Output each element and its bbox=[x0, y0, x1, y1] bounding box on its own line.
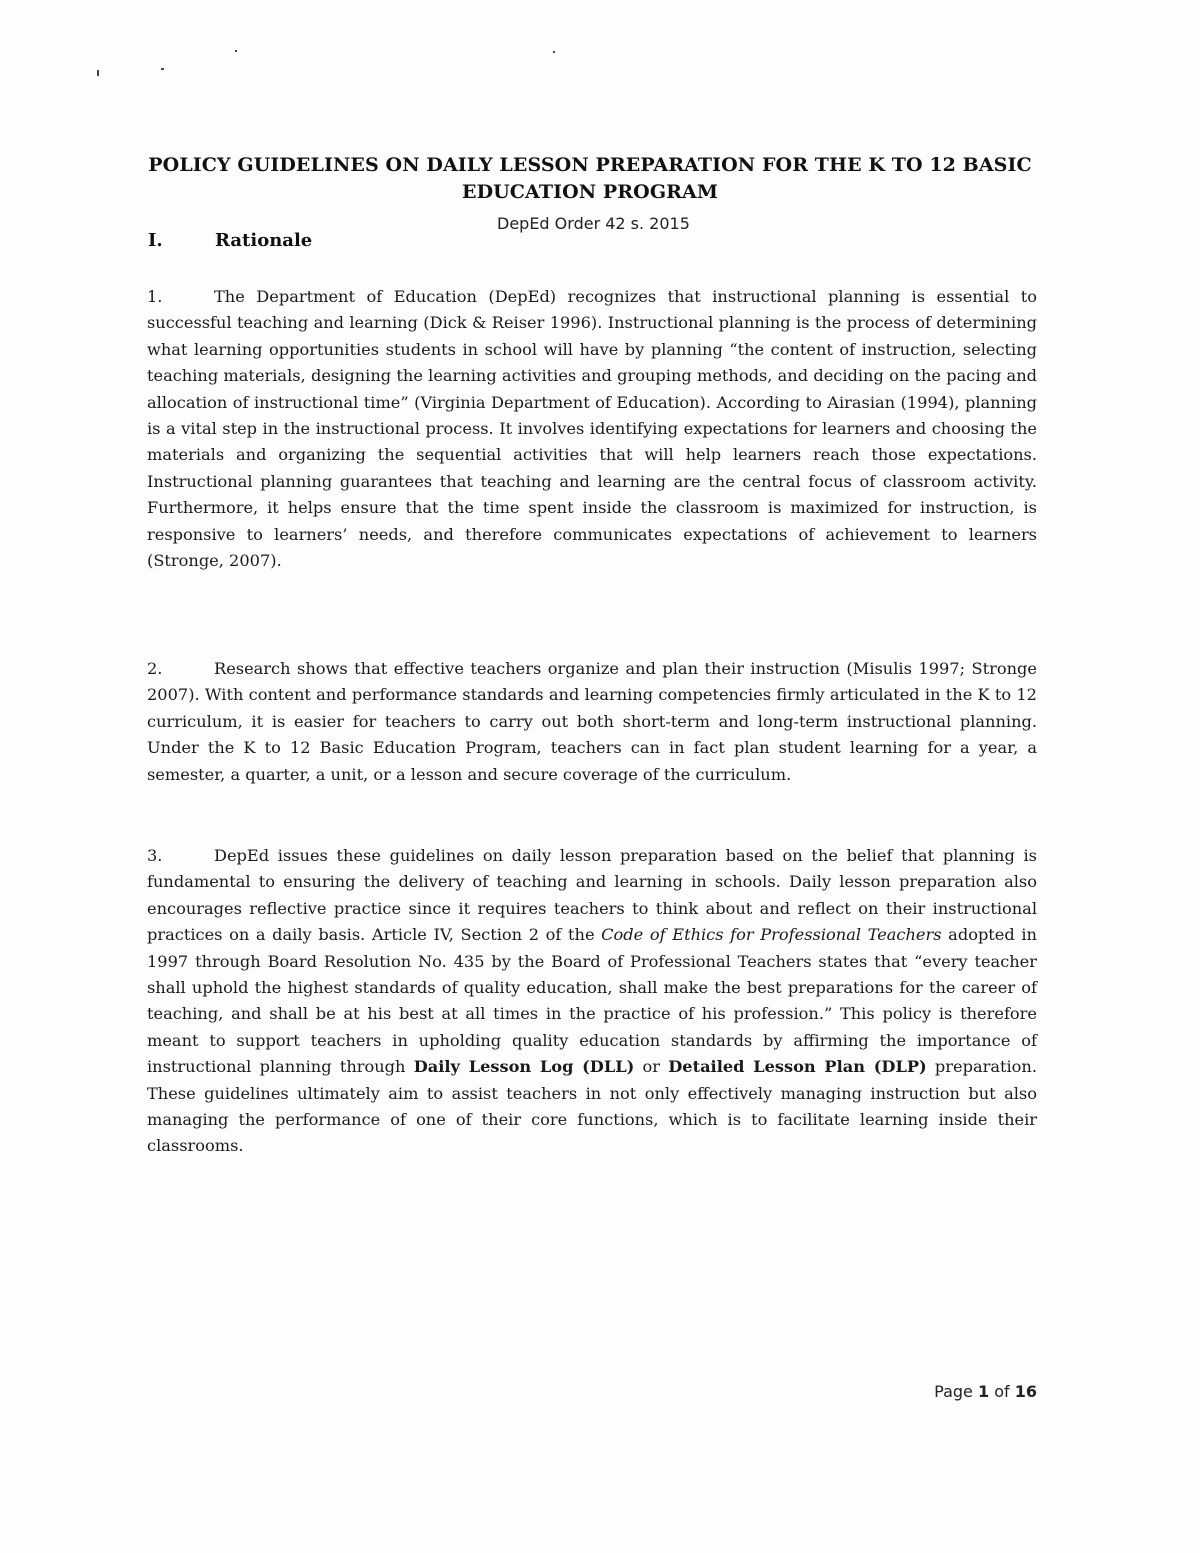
paragraph-text: preparation. These guidelines ultimately aim to assist teachers in not only effectively managing instruction but also managing the performance of one of their core functions, which is to facilitate learning inside their classrooms. bbox=[147, 1057, 1037, 1156]
of-word: of bbox=[994, 1382, 1010, 1401]
paragraph-2 bbox=[147, 656, 1037, 788]
document-title bbox=[110, 152, 1070, 206]
paragraph-number: 1. bbox=[147, 287, 163, 306]
scan-speck bbox=[161, 68, 164, 70]
paragraph-1 bbox=[147, 284, 1037, 574]
code-of-ethics-title: Code of Ethics for Professional Teachers bbox=[601, 925, 942, 945]
title-line-1: POLICY GUIDELINES ON DAILY LESSON PREPARATION FOR THE K TO 12 BASIC bbox=[148, 154, 1032, 176]
paragraph-number: 3. bbox=[147, 846, 163, 865]
dlp-term: Detailed Lesson Plan (DLP) bbox=[668, 1057, 927, 1077]
paragraph-text: adopted in 1997 through Board Resolution No. 435 by the Board of Professional Teachers states that “every teacher shall uphold the highest standards of quality education, shall make the best preparations for the career of teaching, and shall be at his best at all times in the practice of his profession.” This policy is therefore meant to support teachers in upholding quality education standards by affirming the importance of instructional planning through bbox=[147, 925, 1037, 1077]
paragraph-text: DepEd issues these guidelines on daily lesson preparation based on the belief that planning is fundamental to ensuring the delivery of teaching and learning in schools. Daily lesson preparation also encourages reflective practice since it requires teachers to think about and reflect on their instructional practices on a daily basis. Article IV, Section 2 of the bbox=[147, 846, 1037, 945]
dll-term: Daily Lesson Log (DLL) bbox=[413, 1057, 635, 1077]
section-heading bbox=[148, 230, 312, 251]
title-line-2: EDUCATION PROGRAM bbox=[461, 181, 719, 203]
deped-order-reference: DepEd Order 42 s. 2015 bbox=[497, 214, 690, 233]
section-title: Rationale bbox=[215, 230, 313, 251]
section-number: I. bbox=[148, 230, 163, 251]
paragraph-number: 2. bbox=[147, 659, 163, 678]
scan-speck bbox=[97, 70, 99, 76]
page-number-footer bbox=[934, 1382, 1037, 1401]
scan-speck bbox=[553, 51, 555, 53]
paragraph-text: The Department of Education (DepEd) recognizes that instructional planning is essential to successful teaching and learning (Dick & Reiser 1996). Instructional planning is the process of determining what learning opportunities students in school will have by planning “the content of instruction, selecting teaching materials, designing the learning activities and grouping methods, and deciding on the pacing and allocation of instructional time” (Virginia Department of Education). According to Airasian (1994), planning is a vital step in the instructional process. It involves identifying expectations for learners and choosing the materials and organizing the sequential activities that will help learners reach those expectations. Instructional planning guarantees that teaching and learning are the central focus of classroom activity. Furthermore, it helps ensure that the time spent inside the classroom is maximized for instruction, is responsive to learners’ needs, and therefore communicates expectations of achievement to learners (Stronge, 2007). bbox=[147, 287, 1037, 571]
paragraph-text: or bbox=[634, 1057, 669, 1077]
current-page: 1 bbox=[977, 1382, 990, 1401]
paragraph-3 bbox=[147, 843, 1037, 1160]
paragraph-text: Research shows that effective teachers organize and plan their instruction (Misulis 1997; Stronge 2007). With content and performance standards and learning competencies firmly articulated in the K to 12 curriculum, it is easier for teachers to carry out both short-term and long-term instructional planning. Under the K to 12 Basic Education Program, teachers can in fact plan student learning for a year, a semester, a quarter, a unit, or a lesson and secure coverage of the curriculum. bbox=[147, 659, 1037, 784]
page-word: Page bbox=[934, 1382, 973, 1401]
total-pages: 16 bbox=[1014, 1382, 1037, 1401]
scan-speck bbox=[235, 50, 237, 52]
